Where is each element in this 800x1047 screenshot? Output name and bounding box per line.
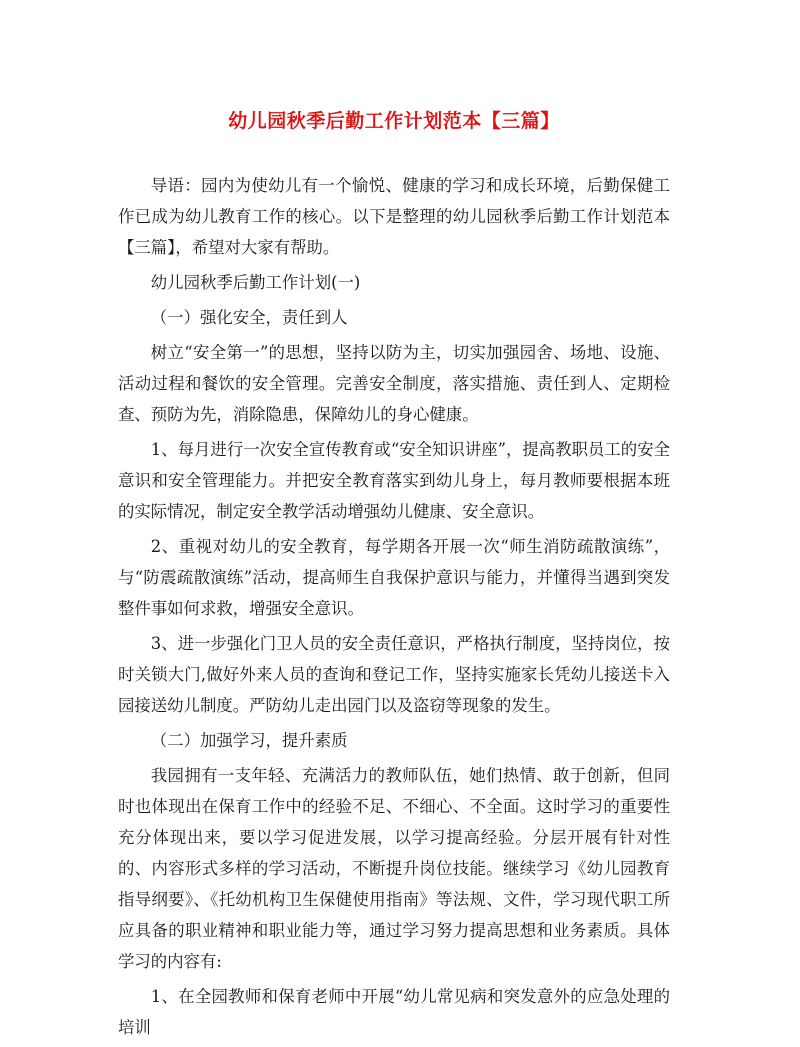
body-paragraph: 2、重视对幼儿的安全教育，每学期各开展一次“师生消防疏散演练”，与“防震疏散演练”活动，提高师生自我保护意识与能力，并懂得当遇到突发整件事如何求救，增强安全意识。 bbox=[118, 537, 670, 618]
subsection-heading-safety: （一）强化安全，责任到人 bbox=[150, 308, 348, 327]
intro-paragraph: 导语：园内为使幼儿有一个愉悦、健康的学习和成长环境，后勤保健工作已成为幼儿教育工作的核心。以下是整理的幼儿园秋季后勤工作计划范本【三篇】，希望对大家有帮助。 bbox=[118, 176, 670, 257]
body-paragraph: 1、每月进行一次安全宣传教育或“安全知识讲座”，提高教职员工的安全意识和安全管理能力。并把安全教育落实到幼儿身上，每月教师要根据本班的实际情况，制定安全教学活动增强幼儿健康、安全意识。 bbox=[118, 440, 670, 521]
body-paragraph: 3、进一步强化门卫人员的安全责任意识，严格执行制度，坚持岗位，按时关锁大门,做好外来人员的查询和登记工作，坚持实施家长凭幼儿接送卡入园接送幼儿制度。严防幼儿走出园门以及盗窃等现象的发生。 bbox=[118, 634, 670, 715]
body-paragraph: 我园拥有一支年轻、充满活力的教师队伍，她们热情、敢于创新，但同时也体现出在保育工作中的经验不足、不细心、不全面。这时学习的重要性充分体现出来，要以学习促进发展，以学习提高经验。分层开展有针对性的、内容形式多样的学习活动，不断提升岗位技能。继续学习《幼儿园教育指导纲要》、《托幼机构卫生保健使用指南》等法规、文件，学习现代职工所应具备的职业精神和职业能力等，通过学习努力提高思想和业务素质。具体学习的内容有: bbox=[118, 766, 670, 971]
body-paragraph: 树立“安全第一”的思想，坚持以防为主，切实加强园舍、场地、设施、活动过程和餐饮的安全管理。完善安全制度，落实措施、责任到人、定期检查、预防为先，消除隐患，保障幼儿的身心健康。 bbox=[118, 343, 670, 424]
section-heading-plan-1: 幼儿园秋季后勤工作计划(一) bbox=[150, 273, 361, 292]
document-body bbox=[118, 170, 670, 1047]
subsection-heading-learning: （二）加强学习，提升素质 bbox=[150, 731, 348, 750]
document-title: 幼儿园秋季后勤工作计划范本【三篇】 bbox=[228, 110, 560, 132]
body-paragraph: 1、在全园教师和保育老师中开展“幼儿常见病和突发意外的应急处理的培训 bbox=[118, 987, 670, 1037]
